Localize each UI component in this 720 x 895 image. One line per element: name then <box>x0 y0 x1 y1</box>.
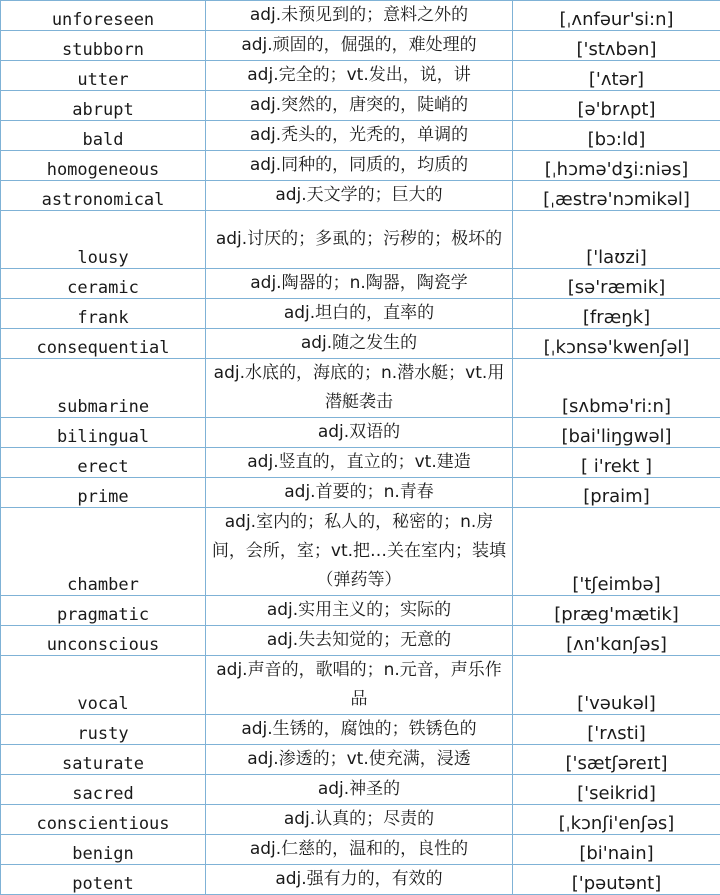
word-cell: conscientious <box>1 805 206 835</box>
table-row <box>1 299 720 329</box>
word-cell: sacred <box>1 775 206 805</box>
word-cell: stubborn <box>1 31 206 61</box>
phonetic-cell: [ə'brʌpt] <box>513 91 720 121</box>
phonetic-cell: ['tʃeimbə] <box>513 508 720 596</box>
table-row <box>1 715 720 745</box>
phonetic-cell: ['sætʃəreɪt] <box>513 745 720 775</box>
definition-cell: adj.失去知觉的；无意的 <box>206 626 513 656</box>
table-row <box>1 91 720 121</box>
phonetic-cell: [ˌhɔmə'dʒi:niəs] <box>513 151 720 181</box>
table-row <box>1 478 720 508</box>
word-cell: frank <box>1 299 206 329</box>
word-cell: lousy <box>1 211 206 269</box>
table-row <box>1 31 720 61</box>
word-cell: benign <box>1 835 206 865</box>
word-cell: bilingual <box>1 418 206 448</box>
definition-cell: adj.突然的，唐突的，陡峭的 <box>206 91 513 121</box>
table-row <box>1 359 720 418</box>
definition-cell: adj.双语的 <box>206 418 513 448</box>
definition-cell: adj.首要的；n.青春 <box>206 478 513 508</box>
phonetic-cell: ['laʊzi] <box>513 211 720 269</box>
table-row <box>1 596 720 626</box>
table-row <box>1 61 720 91</box>
phonetic-cell: [bi'nain] <box>513 835 720 865</box>
definition-cell: adj.讨厌的；多虱的；污秽的；极坏的 <box>206 211 513 269</box>
table-row <box>1 775 720 805</box>
phonetic-cell: ['seikrid] <box>513 775 720 805</box>
phonetic-cell: [ˌkɔnsə'kwenʃəl] <box>513 329 720 359</box>
word-cell: potent <box>1 865 206 895</box>
definition-cell: adj.完全的；vt.发出，说，讲 <box>206 61 513 91</box>
phonetic-cell: [bai'liŋgwəl] <box>513 418 720 448</box>
phonetic-cell: [ʌn'kɑnʃəs] <box>513 626 720 656</box>
word-cell: utter <box>1 61 206 91</box>
phonetic-cell: [ i'rekt ] <box>513 448 720 478</box>
definition-cell: adj.生锈的，腐蚀的；铁锈色的 <box>206 715 513 745</box>
table-row <box>1 151 720 181</box>
table-row <box>1 329 720 359</box>
phonetic-cell: ['vəukəl] <box>513 656 720 715</box>
phonetic-cell: [ˌʌnfəur'si:n] <box>513 1 720 31</box>
table-row <box>1 448 720 478</box>
definition-cell: adj.实用主义的；实际的 <box>206 596 513 626</box>
word-cell: vocal <box>1 656 206 715</box>
table-row <box>1 626 720 656</box>
table-row <box>1 865 720 895</box>
definition-cell: adj.室内的；私人的，秘密的；n.房间，会所，室；vt.把…关在室内；装填（弹药等） <box>206 508 513 596</box>
word-cell: erect <box>1 448 206 478</box>
definition-cell: adj.仁慈的，温和的，良性的 <box>206 835 513 865</box>
definition-cell: adj.竖直的，直立的；vt.建造 <box>206 448 513 478</box>
table-row <box>1 121 720 151</box>
word-cell: submarine <box>1 359 206 418</box>
table-row <box>1 418 720 448</box>
definition-cell: adj.坦白的，直率的 <box>206 299 513 329</box>
table-row <box>1 745 720 775</box>
word-cell: saturate <box>1 745 206 775</box>
phonetic-cell: ['ʌtər] <box>513 61 720 91</box>
word-cell: rusty <box>1 715 206 745</box>
table-row <box>1 181 720 211</box>
definition-cell: adj.未预见到的；意料之外的 <box>206 1 513 31</box>
phonetic-cell: ['rʌsti] <box>513 715 720 745</box>
definition-cell: adj.渗透的；vt.使充满，浸透 <box>206 745 513 775</box>
definition-cell: adj.强有力的，有效的 <box>206 865 513 895</box>
phonetic-cell: ['pəutənt] <box>513 865 720 895</box>
table-row <box>1 211 720 269</box>
definition-cell: adj.认真的；尽责的 <box>206 805 513 835</box>
definition-cell: adj.声音的，歌唱的；n.元音，声乐作品 <box>206 656 513 715</box>
definition-cell: adj.神圣的 <box>206 775 513 805</box>
definition-cell: adj.顽固的，倔强的，难处理的 <box>206 31 513 61</box>
word-cell: chamber <box>1 508 206 596</box>
definition-cell: adj.陶器的；n.陶器，陶瓷学 <box>206 269 513 299</box>
definition-cell: adj.天文学的；巨大的 <box>206 181 513 211</box>
phonetic-cell: ['stʌbən] <box>513 31 720 61</box>
table-row <box>1 508 720 596</box>
definition-cell: adj.水底的，海底的；n.潜水艇；vt.用潜艇袭击 <box>206 359 513 418</box>
word-cell: homogeneous <box>1 151 206 181</box>
phonetic-cell: [ˌæstrə'nɔmikəl] <box>513 181 720 211</box>
word-cell: ceramic <box>1 269 206 299</box>
phonetic-cell: [praim] <box>513 478 720 508</box>
table-row <box>1 269 720 299</box>
word-cell: unconscious <box>1 626 206 656</box>
definition-cell: adj.随之发生的 <box>206 329 513 359</box>
definition-cell: adj.同种的，同质的，均质的 <box>206 151 513 181</box>
word-cell: unforeseen <box>1 1 206 31</box>
phonetic-cell: [bɔ:ld] <box>513 121 720 151</box>
phonetic-cell: [ˌkɔnʃi'enʃəs] <box>513 805 720 835</box>
word-cell: prime <box>1 478 206 508</box>
table-row <box>1 805 720 835</box>
word-cell: pragmatic <box>1 596 206 626</box>
word-cell: astronomical <box>1 181 206 211</box>
word-cell: bald <box>1 121 206 151</box>
table-row <box>1 656 720 715</box>
phonetic-cell: [sʌbmə'ri:n] <box>513 359 720 418</box>
phonetic-cell: [præg'mætik] <box>513 596 720 626</box>
phonetic-cell: [sə'ræmik] <box>513 269 720 299</box>
word-cell: consequential <box>1 329 206 359</box>
table-row <box>1 835 720 865</box>
definition-cell: adj.秃头的，光秃的，单调的 <box>206 121 513 151</box>
table-row <box>1 1 720 31</box>
word-cell: abrupt <box>1 91 206 121</box>
phonetic-cell: [fræŋk] <box>513 299 720 329</box>
